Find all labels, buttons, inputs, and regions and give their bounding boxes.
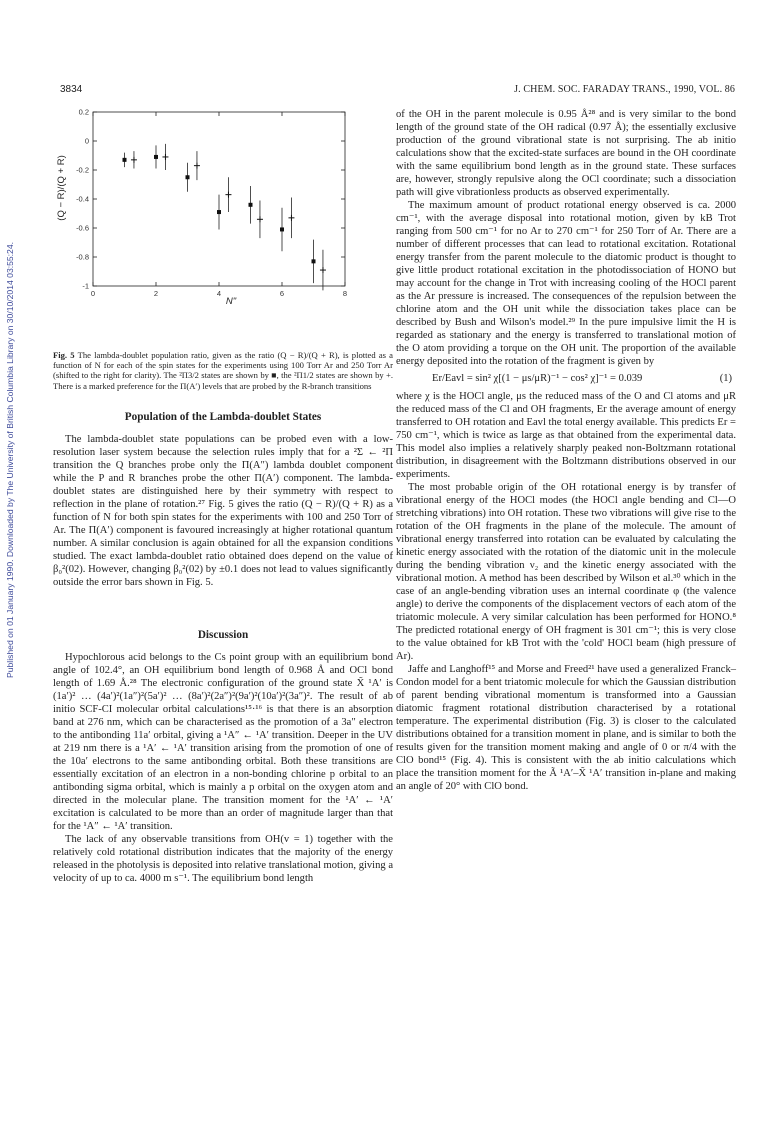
x-tick-label: 0 bbox=[90, 289, 96, 298]
data-point-square bbox=[217, 210, 221, 214]
paragraph-discussion-1: Hypochlorous acid belongs to the Cs point group with an equilibrium bond angle of 102.4°, an OH equilibrium bond length of 0.968 Å and OCl bond length of 1.69 Å.²⁸ The electronic configuration of the ground state X̃ ¹A′ is (1a′)² … (4a′)²(1a″)²(5a′)² … (8a′)²(2a″)²(9a′)²(10a′)²(3a″)². The result of ab initio SCF-CI molecular orbital calculations¹⁵·¹⁶ is that there is an absorption band at 276 nm, which can be characterised as the promotion of a 3a″ electron to the antibonding 11a′ orbital, giving a ¹A″ ← ¹A′ transition. Deeper in the UV at 219 nm there is a ¹A′ ← ¹A′ transition arising from the promotion of one of the 10a′ electrons to the same antibonding orbital. Both these transitions are essentially excitation of an electron in a non-bonding chlorine p orbital to an antibonding sigma orbital, which is mainly a p orbital on the oxygen atom and directed in the molecular plane. The transition moment for the ¹A′ ← ¹A′ excitation is calculated to be more than an order of magnitude larger than that for the ¹A″ ← ¹A′ transition. bbox=[53, 651, 393, 832]
running-head: J. CHEM. SOC. FARADAY TRANS., 1990, VOL. 86 bbox=[514, 84, 735, 95]
data-point-square bbox=[186, 175, 190, 179]
page-number: 3834 bbox=[60, 84, 83, 95]
equation-1 bbox=[396, 372, 736, 386]
data-point-square bbox=[154, 155, 158, 159]
paragraph-right-2: The maximum amount of product rotational energy observed is ca. 2000 cm⁻¹, with the average disposal into rotational motion, given by kB Trot ranging from 500 cm⁻¹ for no Ar to 270 cm⁻¹ for 250 Torr of Ar. There are a number of different processes that can lead to rotational excitation. Rotational energy transfer from the parent molecule to the diatomic product is thought to give little product rotational excitation in the photodissociation of HONO but may account for the change in Trot with increasing cooling of the HOCl parent as the Ar pressure is increased. The consequences of the repulsion between the chlorine atom and the OH unit while the dissociation takes place can be described by Bush and Wilson's model.²⁹ In the pure impulsive limit the H is regarded as stationary and the energy is transferred to translational motion of the O atom providing a torque on the OH unit. The proportion of the available energy deposited into the rotation of the fragment is given by bbox=[396, 200, 736, 367]
y-tick-label: 0.2 bbox=[78, 108, 89, 117]
y-axis-label: (Q − R)/(Q + R) bbox=[56, 155, 67, 221]
chart-marks bbox=[123, 144, 326, 290]
publication-stamp-text: Published on 01 January 1990. Downloaded by The University of British Columbia Library on 30/10/2014 03:55:24. bbox=[5, 241, 15, 679]
x-tick-label: 8 bbox=[342, 289, 348, 298]
x-axis-label: N" bbox=[225, 296, 237, 307]
paragraph-right-4: The most probable origin of the OH rotational energy is by transfer of vibrational energy of the HOCl modes (the HOCl angle bending and Cl—O stretching vibrations) into OH rotation. These two vibrations will give rise to the rotation of the OH fragments in the plane of the molecule. The amount of vibrational energy transferred into rotation can be evaluated by calculating the kinetic energy associated with the rotation of the diatomic unit in the molecule during the bending vibration ν₂ and the kinetic energy associated with the vibrational motion. A method has been described by Wilson et al.³⁰ which in the case of an angle-bending vibration uses an internal coordinate φ (the valence angle) to derive the components of the displacement vectors of each atom of the triatomic molecule. A very similar calculation has been performed for HONO.⁸ The predicted rotational energy of OH fragment is 301 cm⁻¹; this is very close to the value obtained for kB Trot with the 'cold' HOCl beam (high pressure of Ar). bbox=[396, 482, 736, 662]
paragraph-right-1: of the OH in the parent molecule is 0.95 Å²⁸ and is very similar to the bond length of the ground state of the OH radical (0.97 Å); the essentially exclusive production of the ground vibrational state is not surprising. The ab initio calculations show that the excited-state surfaces are bound in the OH coordinate with the same equilibrium bond length as in the ground state. These surfaces are, however, strongly repulsive along the OCl coordinate; such a dissociation path will give vibrationless products as observed experimentally. bbox=[396, 109, 736, 198]
caption-label: Fig. 5 bbox=[53, 350, 75, 360]
section-heading-discussion: Discussion bbox=[197, 628, 249, 641]
y-tick-label: 0 bbox=[84, 136, 89, 146]
chart-ticks bbox=[76, 108, 347, 298]
data-point-square bbox=[312, 259, 316, 263]
x-tick-label: 2 bbox=[153, 289, 159, 298]
right-column bbox=[396, 108, 736, 793]
x-tick-label: 4 bbox=[216, 289, 222, 298]
paragraph-lambda-doublet: The lambda-doublet state populations can be probed even with a low-resolution laser system because the selection rules imply that for a ²Σ ← ²Π transition the Q branches probe only the Π(A″) lambda doublet component while the P and R branches probe the other Π(A′) component. The lambda-doublet states are distinguished here by their symmetry with respect to reflection in the plane of rotation.²⁷ Fig. 5 gives the ratio (Q − R)/(Q + R) as a function of N for both spin states for the experiments with 100 and 250 Torr of Ar. The Π(A′) component is favoured increasingly at higher rotational quantum number. A similar conclusion is again obtained for all the expansion conditions studied. The exact lambda-doublet ratio obtained does depend on the value of β₀²(02). However, changing β₀²(02) by ±0.1 does not lead to values significantly outside the error bars shown in Fig. 5. bbox=[53, 433, 393, 588]
data-point-square bbox=[123, 158, 127, 162]
equation-body: Er/Eavl = sin² χ[(1 − μs/μR)⁻¹ − cos² χ]⁻¹ = 0.039 bbox=[432, 373, 643, 384]
caption-text: The lambda-doublet population ratio, given as the ratio (Q − R)/(Q + R), is plotted as a function of N for each of the spin states for the experiments using 100 Torr Ar and 250 Torr Ar (shifted to the right for clarity). The ²Π3/2 states are shown by ■, the ²Π1/2 states are shown by +. There is a marked preference for the Π(A′) levels that are probed by the R-branch transitions bbox=[53, 350, 393, 391]
paragraph-right-5: Jaffe and Langhoff¹⁵ and Morse and Freed²¹ have used a generalized Franck–Condon model for a bent triatomic molecule for which the Gaussian distribution of parent bending vibrational momentum is transformed into a Gaussian diatomic fragment rotational distribution characterised by a rotational temperature. The experimental distribution (Fig. 3) is closer to the calculated distributions obtained for a transition moment in plane, and is similar to both the results given for the transition moment making and angle of 0 or π/4 with the ClO bond¹⁵ (Fig. 4). This is consistent with the ab initio calculations which place the transition moment for the Ã ¹A′–X̃ ¹A′ transition in-plane and making an angle of 20° with ClO bond. bbox=[396, 664, 736, 792]
y-tick-label: -0.4 bbox=[76, 194, 89, 204]
y-tick-label: -0.8 bbox=[76, 252, 89, 262]
left-column bbox=[53, 108, 393, 885]
section-heading-lambda-doublet: Population of the Lambda-doublet States bbox=[124, 410, 322, 423]
paragraph-discussion-2: The lack of any observable transitions from OH(v = 1) together with the relatively cold rotational distribution indicates that the majority of the energy released in the photolysis is deposited into relative translational motion, giving a velocity of up to ca. 4000 m s⁻¹. The equilibrium bond length bbox=[53, 833, 393, 884]
paragraph-right-3: where χ is the HOCl angle, μs the reduced mass of the O and Cl atoms and μR the reduced mass of the Cl and OH fragments, Er the average amount of energy transferred to OH rotation and Eavl the total energy available. This predicts Er = 750 cm⁻¹, which is twice as large as that obtained from the experimental data. This model also implies a relatively sharply peaked non-Boltzmann rotational distribution, in disagreement with the Boltzmann distributions observed in our experiments. bbox=[396, 391, 736, 480]
figure-5-chart bbox=[53, 108, 393, 326]
y-tick-label: -1 bbox=[82, 281, 89, 291]
y-tick-label: -0.2 bbox=[76, 165, 89, 175]
publication-stamp bbox=[2, 180, 18, 740]
figure-5-caption bbox=[53, 350, 393, 391]
data-point-square bbox=[280, 227, 284, 231]
data-point-square bbox=[249, 203, 253, 207]
y-tick-label: -0.6 bbox=[76, 223, 89, 233]
x-tick-label: 6 bbox=[279, 289, 285, 298]
equation-number: (1) bbox=[719, 373, 732, 384]
